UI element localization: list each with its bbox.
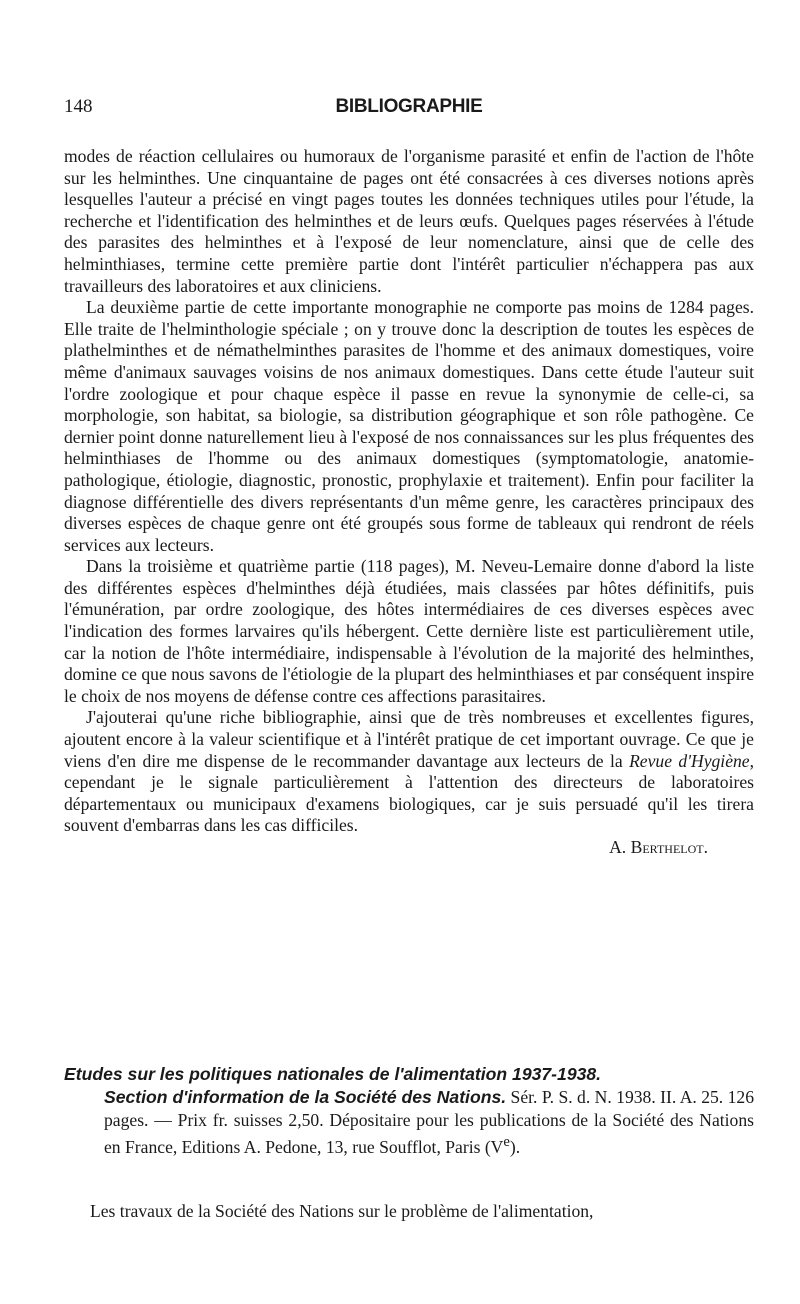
bibliography-entry	[64, 1063, 754, 1159]
review-text	[64, 146, 754, 859]
paragraph-text: J'ajouterai qu'une riche bibliographie, ainsi que de très nombreuses et excellentes figures, ajoutent encore à la valeur scientifique et à l'intérêt pratique de cet important ouvrage. Ce que je viens d'en dire me dispense de le recommander davantage aux lecteurs de la	[64, 707, 754, 771]
paragraph: Dans la troisième et quatrième partie (118 pages), M. Neveu-Lemaire donne d'abord la liste des différentes espèces d'helminthes déjà étudiées, mais classées par hôtes définitifs, puis l'émunération, par ordre zoologique, des hôtes intermédiaires de ces diverses espèces avec l'indication des formes larvaires qu'ils hébergent. Cette dernière liste est particulièrement utile, car la notion de l'hôte intermédiaire, indispensable à l'évolution de la majorité des helminthes, domine ce que nous savons de l'étiologie de la plupart des helminthiases et par conséquent inspire le choix de nos moyens de défense contre ces affections parasitaires.	[64, 556, 754, 706]
paragraph-text: , cependant je le signale particulièrement à l'attention des directeurs de laboratoires départementaux ou municipaux d'examens biologiques, car je suis persuadé qu'il les tirera souvent d'embarras dans les cas difficiles.	[64, 750, 755, 836]
paragraph: modes de réaction cellulaires ou humoraux de l'organisme parasité et enfin de l'action de l'hôte sur les helminthes. Une cinquantaine de pages ont été consacrées à ces diverses notions après lesquelles l'auteur a précisé en vingt pages toutes les données techniques utiles pour l'étude, la recherche et l'identification des helminthes et de leurs œufs. Quelques pages réservées à l'étude des parasites des helminthes et à l'exposé de leur nomenclature, ainsi que de celle des helminthiases, termine cette première partie dont l'intérêt particulier n'échappera pas aux travailleurs des laboratoires et aux cliniciens.	[64, 146, 754, 296]
entry-title: Etudes sur les politiques nationales de l'alimentation 1937-1938.	[64, 1064, 602, 1084]
running-header	[64, 96, 754, 126]
entry-series: Sér. P. S. d. N.	[506, 1086, 612, 1107]
paragraph: La deuxième partie de cette importante monographie ne comporte pas moins de 1284 pages. Elle traite de l'helminthologie spéciale ; on y trouve donc la description de toutes les espèces de plathelminthes et de némathelminthes parasites de l'homme et des animaux domestiques, voire même d'animaux sauvages voisins de nos animaux domestiques. Dans cette étude l'auteur suit l'ordre zoologique et pour chaque espèce il passe en revue la synonymie de celle-ci, sa morphologie, son habitat, sa biologie, sa distribution géographique et son rôle pathogène. Ce dernier point donne naturellement lieu à l'exposé de nos connaissances sur les plus fréquentes des helminthiases de l'homme ou des animaux domestiques (symptomatologie, anatomie-pathologique, étiologie, diagnostic, pronostic, prophylaxie et traitement). Enfin pour faciliter la diagnose différentielle des divers représentants d'un même genre, les caractères principaux des diverses espèces de chaque genre ont été groupés sous forme de tableaux qui rendront de réels services aux lecteurs.	[64, 297, 754, 555]
entry-details: 1938. II. A. 25. 126 pages. — Prix fr. suisses 2,50. Dépositaire pour les publications de la Société des Nations en France, Editions A. Pedone, 13, rue Soufflot, Paris (V	[104, 1086, 754, 1158]
signature-initial: A.	[609, 837, 627, 857]
running-title: BIBLIOGRAPHIE	[335, 96, 483, 117]
entry-publisher: Section d'information de la Société des Nations.	[104, 1086, 507, 1107]
entry-details-end: ).	[509, 1137, 521, 1158]
closing-line: Les travaux de la Société des Nations sur le problème de l'alimentation,	[90, 1201, 594, 1221]
page-number: 148	[64, 96, 93, 117]
journal-title: Revue d'Hygiène	[629, 750, 750, 771]
paragraph	[64, 707, 754, 837]
signature-name: Berthelot.	[630, 837, 708, 857]
entry-details-sup: e	[503, 1134, 510, 1151]
signature	[64, 837, 754, 859]
